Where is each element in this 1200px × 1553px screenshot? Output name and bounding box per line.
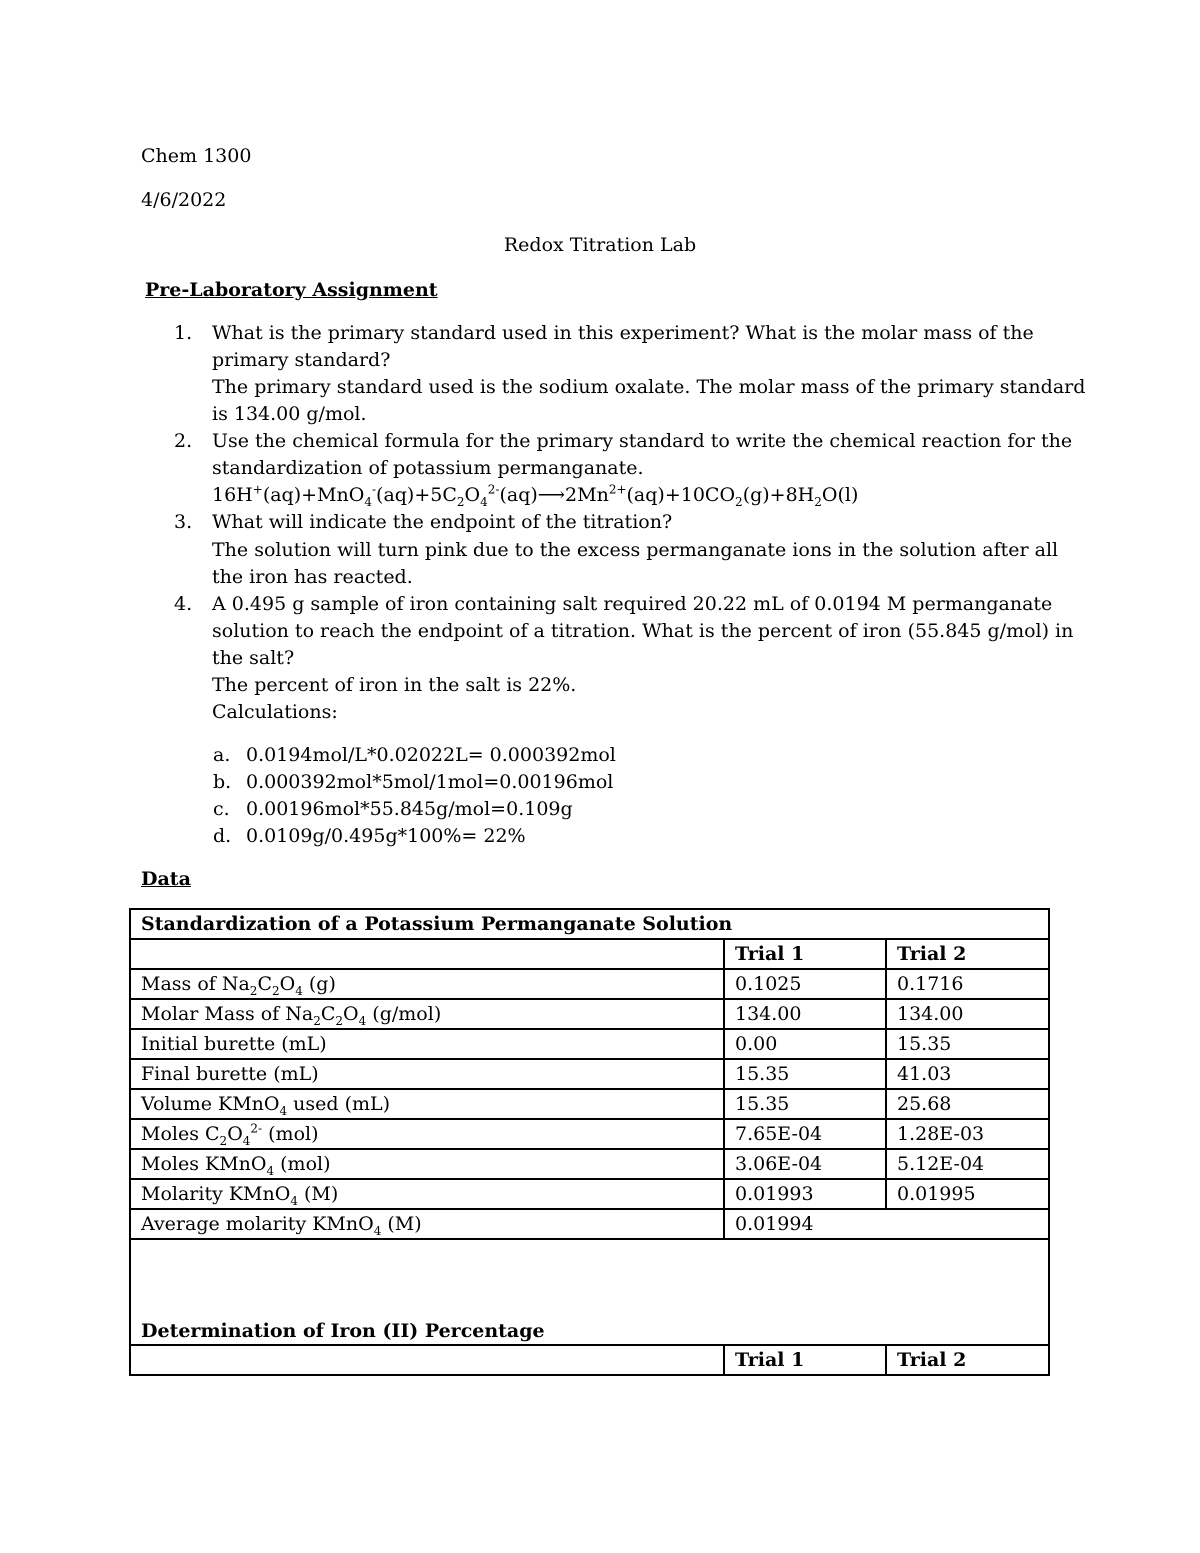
- question-4-number: 4.: [174, 593, 193, 615]
- question-4-text-line1: A 0.495 g sample of iron containing salt required 20.22 mL of 0.0194 M permanganate: [212, 593, 1053, 615]
- row-label: Molar Mass of $Na_2C_2O_4$ (g/mol): [130, 999, 724, 1029]
- row-label: Volume KMnO$_4$ used (mL): [130, 1089, 724, 1119]
- data-table: [129, 908, 1050, 1376]
- calc-letter: b.: [213, 771, 232, 793]
- table-row: [130, 1119, 1049, 1149]
- trial-1-value: 0.1025: [724, 969, 886, 999]
- calc-step: 0.000392mol*5mol/1mol=0.00196mol: [246, 771, 614, 793]
- calc-letter: d.: [213, 825, 232, 847]
- redox-equation: $16H^+(aq)+MnO_4^-(aq)+5C_2O_4^{2-}(aq)⟶2Mn^{2+}(aq)+10CO_2(g)+8H_2O(l)$: [212, 482, 859, 509]
- column-header-trial-1: Trial 1: [724, 939, 886, 969]
- table-2-header-row: [130, 1345, 1049, 1375]
- trial-2-value: 0.01995: [886, 1179, 1049, 1209]
- question-1-number: 1.: [174, 322, 193, 344]
- table-2-title: Determination of Iron (II) Percentage: [130, 1239, 1049, 1345]
- average-label: Average molarity KMnO$_4$ (M): [130, 1209, 724, 1239]
- question-2-text-line2: standardization of potassium permanganate.: [212, 457, 644, 479]
- table-row: [130, 1029, 1049, 1059]
- question-2-text-line1: Use the chemical formula for the primary standard to write the chemical reaction for the: [212, 430, 1073, 452]
- table-row: [130, 1059, 1049, 1089]
- prelab-heading: Pre-Laboratory Assignment: [145, 279, 438, 301]
- trial-1-value: 134.00: [724, 999, 886, 1029]
- question-1-text-line2: primary standard?: [212, 349, 391, 371]
- question-1-text-line1: What is the primary standard used in this experiment? What is the molar mass of the: [212, 322, 1034, 344]
- answer-1-line2: is 134.00 g/mol.: [212, 403, 367, 425]
- trial-1-value: 15.35: [724, 1089, 886, 1119]
- trial-2-value: 41.03: [886, 1059, 1049, 1089]
- answer-4-line1: The percent of iron in the salt is 22%.: [212, 674, 577, 696]
- data-heading: Data: [141, 868, 191, 890]
- trial-2-value: 1.28E-03: [886, 1119, 1049, 1149]
- calc-step: 0.00196mol*55.845g/mol=0.109g: [246, 798, 573, 820]
- table-row: [130, 999, 1049, 1029]
- table-2-column-header-trial-1: Trial 1: [724, 1345, 886, 1375]
- trial-2-value: 0.1716: [886, 969, 1049, 999]
- row-label: Molarity KMnO$_4$ (M): [130, 1179, 724, 1209]
- question-4-text-line3: the salt?: [212, 647, 295, 669]
- trial-2-value: 5.12E-04: [886, 1149, 1049, 1179]
- row-label: Mass of $Na_2C_2O_4$ (g): [130, 969, 724, 999]
- question-4-text-line2: solution to reach the endpoint of a titration. What is the percent of iron (55.845 g/mol) in: [212, 620, 1074, 642]
- table-2-title-row: [130, 1239, 1049, 1345]
- trial-1-value: 0.00: [724, 1029, 886, 1059]
- table-1-title: Standardization of a Potassium Permanganate Solution: [130, 909, 1049, 939]
- average-value: 0.01994: [724, 1209, 1049, 1239]
- trial-1-value: 7.65E-04: [724, 1119, 886, 1149]
- row-label: Final burette (mL): [130, 1059, 724, 1089]
- answer-3-line2: the iron has reacted.: [212, 566, 413, 588]
- calc-step: 0.0109g/0.495g*100%= 22%: [246, 825, 526, 847]
- question-3-text-line1: What will indicate the endpoint of the titration?: [212, 511, 673, 533]
- trial-2-value: 134.00: [886, 999, 1049, 1029]
- calc-letter: c.: [213, 798, 230, 820]
- date: 4/6/2022: [141, 189, 227, 211]
- answer-1-line1: The primary standard used is the sodium oxalate. The molar mass of the primary standard: [212, 376, 1086, 398]
- course-name: Chem 1300: [141, 145, 252, 167]
- trial-1-value: 15.35: [724, 1059, 886, 1089]
- table-row: [130, 1149, 1049, 1179]
- row-label: Moles $C_2O_4^{2-}$ (mol): [130, 1119, 724, 1149]
- document-title: Redox Titration Lab: [503, 234, 697, 256]
- table-title-row: [130, 909, 1049, 939]
- row-label: Initial burette (mL): [130, 1029, 724, 1059]
- question-3-number: 3.: [174, 511, 193, 533]
- answer-3-line1: The solution will turn pink due to the excess permanganate ions in the solution after all: [212, 539, 1059, 561]
- trial-1-value: 0.01993: [724, 1179, 886, 1209]
- table-2-header-empty: [130, 1345, 724, 1375]
- trial-1-value: 3.06E-04: [724, 1149, 886, 1179]
- answer-4-line2: Calculations:: [212, 701, 338, 723]
- table-row: [130, 1179, 1049, 1209]
- table-row: [130, 1089, 1049, 1119]
- column-header-trial-2: Trial 2: [886, 939, 1049, 969]
- calc-letter: a.: [213, 744, 231, 766]
- average-row: [130, 1209, 1049, 1239]
- row-label: Moles KMnO$_4$ (mol): [130, 1149, 724, 1179]
- table-header-row: [130, 939, 1049, 969]
- table-2-column-header-trial-2: Trial 2: [886, 1345, 1049, 1375]
- calc-step: 0.0194mol/L*0.02022L= 0.000392mol: [246, 744, 616, 766]
- table-header-empty: [130, 939, 724, 969]
- trial-2-value: 15.35: [886, 1029, 1049, 1059]
- trial-2-value: 25.68: [886, 1089, 1049, 1119]
- question-2-number: 2.: [174, 430, 193, 452]
- table-row: [130, 969, 1049, 999]
